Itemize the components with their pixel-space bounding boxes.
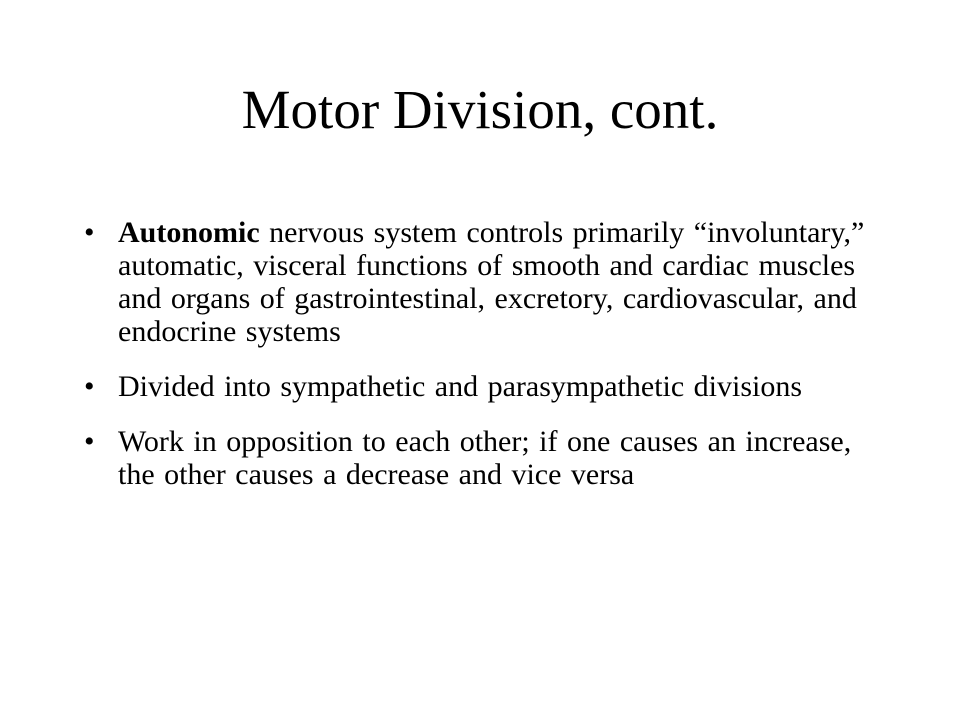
bullet-text: nervous system controls primarily “involuntary,” automatic, visceral functions of smooth and cardiac muscles and organs of gastrointestinal, excretory, cardiovascular, and endocrine systems (118, 216, 865, 348)
bullet-item-divisions (84, 370, 884, 403)
bullet-icon: • (84, 370, 95, 403)
bullet-item-autonomic (84, 216, 884, 348)
bullet-icon: • (84, 425, 95, 458)
bullet-text: Divided into sympathetic and parasympathetic divisions (118, 370, 803, 403)
bullet-item-opposition (84, 425, 884, 491)
slide-title: Motor Division, cont. (241, 79, 719, 140)
bullet-text: Work in opposition to each other; if one causes an increase, the other causes a decrease and vice versa (118, 425, 852, 491)
bullet-icon: • (84, 216, 95, 249)
bullet-list (84, 216, 884, 513)
bullet-bold-term: Autonomic (118, 216, 260, 249)
